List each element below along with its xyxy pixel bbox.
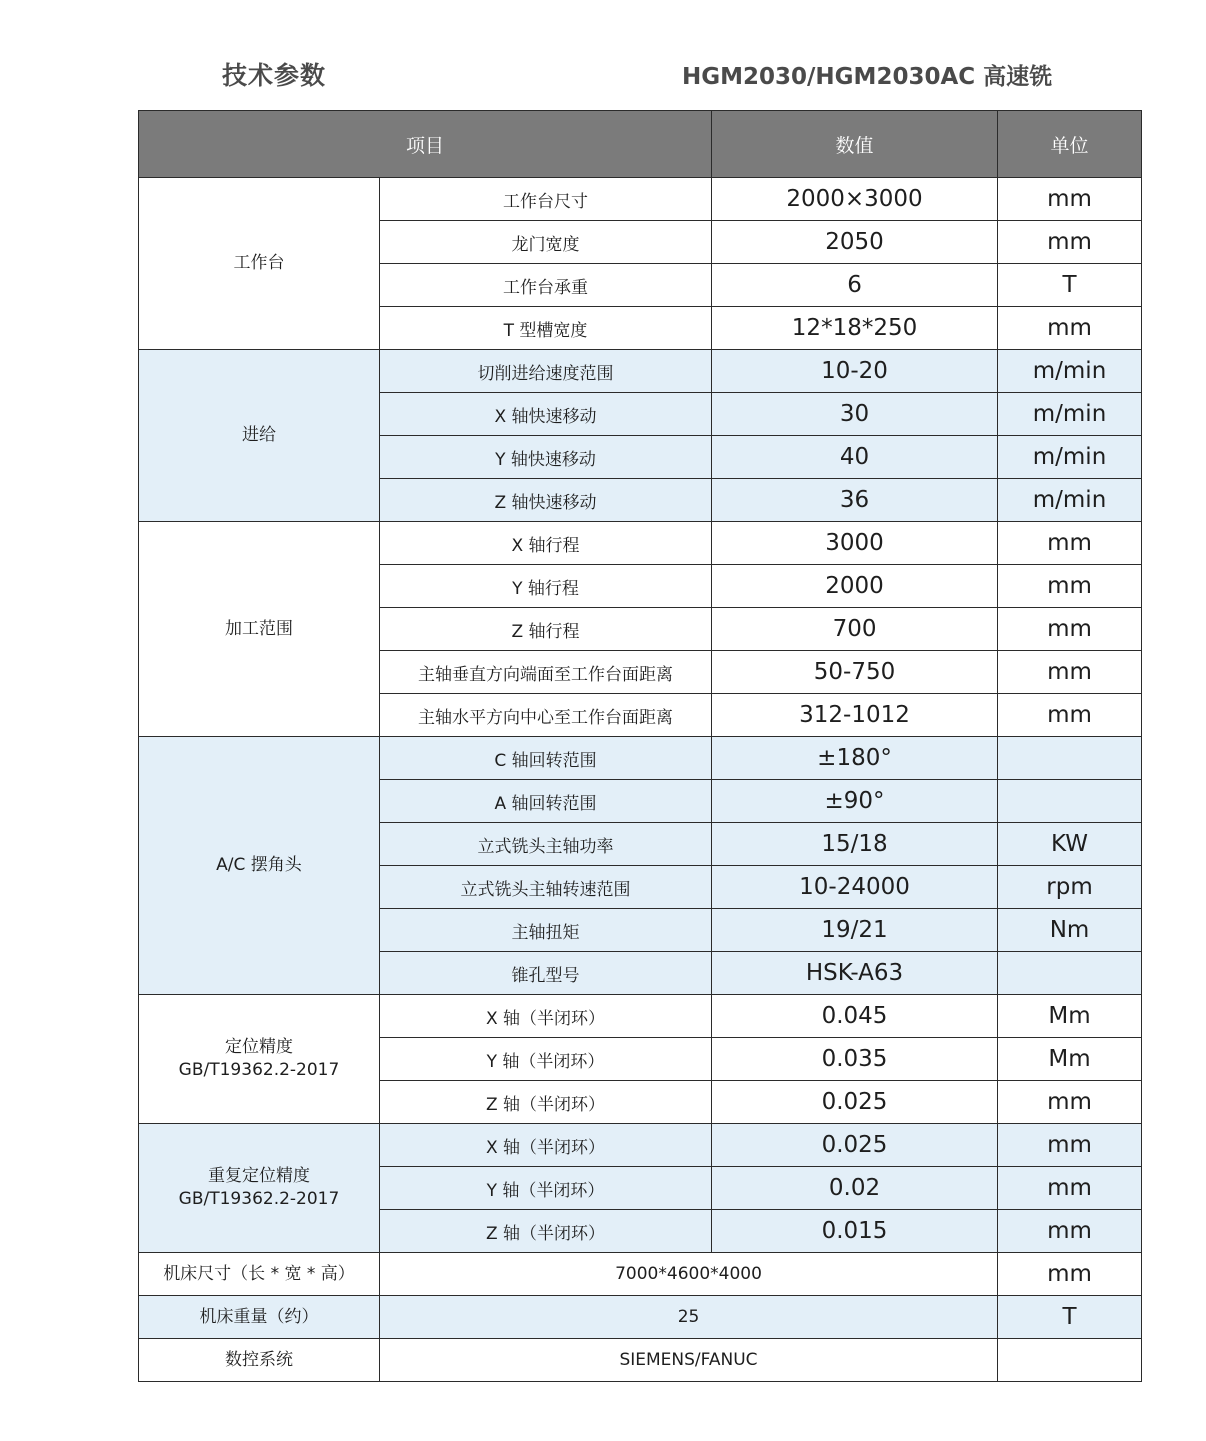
item-cell: 工作台承重 <box>380 264 712 307</box>
unit-cell: mm <box>998 1210 1142 1253</box>
header-value: 数值 <box>712 111 998 178</box>
value-cell: 50-750 <box>712 651 998 694</box>
machine-weight-value: 25 <box>380 1296 998 1339</box>
group-label: A/C 摆角头 <box>139 737 380 995</box>
value-cell: 10-20 <box>712 350 998 393</box>
value-cell: 2050 <box>712 221 998 264</box>
unit-cell: mm <box>998 694 1142 737</box>
header-item: 项目 <box>139 111 712 178</box>
unit-cell: mm <box>998 1253 1142 1296</box>
unit-cell: Nm <box>998 909 1142 952</box>
page-title: 技术参数 <box>222 61 327 90</box>
unit-cell: KW <box>998 823 1142 866</box>
unit-cell: mm <box>998 565 1142 608</box>
unit-cell: mm <box>998 608 1142 651</box>
item-cell: 工作台尺寸 <box>380 178 712 221</box>
unit-cell: m/min <box>998 393 1142 436</box>
item-cell: Z 轴（半闭环） <box>380 1081 712 1124</box>
item-cell: X 轴（半闭环） <box>380 995 712 1038</box>
value-cell: 12*18*250 <box>712 307 998 350</box>
value-cell: 40 <box>712 436 998 479</box>
item-cell: X 轴快速移动 <box>380 393 712 436</box>
cnc-system-value: SIEMENS/FANUC <box>380 1339 998 1382</box>
unit-cell: mm <box>998 522 1142 565</box>
value-cell: 0.025 <box>712 1081 998 1124</box>
unit-cell: mm <box>998 178 1142 221</box>
item-cell: Y 轴（半闭环） <box>380 1167 712 1210</box>
item-cell: Z 轴（半闭环） <box>380 1210 712 1253</box>
item-cell: Y 轴行程 <box>380 565 712 608</box>
item-cell: Z 轴行程 <box>380 608 712 651</box>
item-cell: 主轴垂直方向端面至工作台面距离 <box>380 651 712 694</box>
item-cell: X 轴行程 <box>380 522 712 565</box>
unit-cell: Mm <box>998 1038 1142 1081</box>
group-label: 加工范围 <box>139 522 380 737</box>
value-cell: 10-24000 <box>712 866 998 909</box>
unit-cell <box>998 780 1142 823</box>
item-cell: Y 轴快速移动 <box>380 436 712 479</box>
header-unit: 单位 <box>998 111 1142 178</box>
value-cell: 19/21 <box>712 909 998 952</box>
table-row <box>139 522 1142 565</box>
unit-cell: Mm <box>998 995 1142 1038</box>
item-cell: 锥孔型号 <box>380 952 712 995</box>
unit-cell <box>998 737 1142 780</box>
unit-cell <box>998 952 1142 995</box>
group-label: 进给 <box>139 350 380 522</box>
item-cell: 龙门宽度 <box>380 221 712 264</box>
value-cell: 312-1012 <box>712 694 998 737</box>
value-cell: 0.015 <box>712 1210 998 1253</box>
item-cell: 切削进给速度范围 <box>380 350 712 393</box>
table-row <box>139 350 1142 393</box>
unit-cell: mm <box>998 1124 1142 1167</box>
table-row <box>139 1253 1142 1296</box>
spec-table <box>138 110 1142 1382</box>
cnc-system-label: 数控系统 <box>139 1339 380 1382</box>
unit-cell: m/min <box>998 479 1142 522</box>
unit-cell: mm <box>998 651 1142 694</box>
model-title: HGM2030/HGM2030AC 高速铣 <box>682 64 1053 90</box>
item-cell: Z 轴快速移动 <box>380 479 712 522</box>
table-row <box>139 1339 1142 1382</box>
unit-cell: m/min <box>998 350 1142 393</box>
value-cell: 2000 <box>712 565 998 608</box>
group-label: 定位精度 GB/T19362.2-2017 <box>139 995 380 1124</box>
table-row <box>139 1124 1142 1167</box>
table-header-row <box>139 111 1142 178</box>
value-cell: HSK-A63 <box>712 952 998 995</box>
value-cell: ±90° <box>712 780 998 823</box>
value-cell: 0.025 <box>712 1124 998 1167</box>
unit-cell: mm <box>998 221 1142 264</box>
item-cell: A 轴回转范围 <box>380 780 712 823</box>
item-cell: T 型槽宽度 <box>380 307 712 350</box>
unit-cell: mm <box>998 307 1142 350</box>
value-cell: 3000 <box>712 522 998 565</box>
value-cell: 6 <box>712 264 998 307</box>
group-label: 重复定位精度 GB/T19362.2-2017 <box>139 1124 380 1253</box>
item-cell: 主轴扭矩 <box>380 909 712 952</box>
table-row <box>139 1296 1142 1339</box>
unit-cell: mm <box>998 1167 1142 1210</box>
machine-size-value: 7000*4600*4000 <box>380 1253 998 1296</box>
item-cell: 立式铣头主轴转速范围 <box>380 866 712 909</box>
value-cell: 36 <box>712 479 998 522</box>
value-cell: 0.045 <box>712 995 998 1038</box>
table-row <box>139 737 1142 780</box>
value-cell: ±180° <box>712 737 998 780</box>
table-row <box>139 178 1142 221</box>
unit-cell: mm <box>998 1081 1142 1124</box>
value-cell: 0.02 <box>712 1167 998 1210</box>
group-label: 工作台 <box>139 178 380 350</box>
unit-cell: m/min <box>998 436 1142 479</box>
item-cell: X 轴（半闭环） <box>380 1124 712 1167</box>
item-cell: C 轴回转范围 <box>380 737 712 780</box>
value-cell: 0.035 <box>712 1038 998 1081</box>
unit-cell: T <box>998 264 1142 307</box>
machine-weight-label: 机床重量（约） <box>139 1296 380 1339</box>
value-cell: 15/18 <box>712 823 998 866</box>
item-cell: 主轴水平方向中心至工作台面距离 <box>380 694 712 737</box>
machine-size-label: 机床尺寸（长 * 宽 * 高） <box>139 1253 380 1296</box>
item-cell: Y 轴（半闭环） <box>380 1038 712 1081</box>
value-cell: 700 <box>712 608 998 651</box>
unit-cell: T <box>998 1296 1142 1339</box>
unit-cell <box>998 1339 1142 1382</box>
table-row <box>139 995 1142 1038</box>
value-cell: 30 <box>712 393 998 436</box>
value-cell: 2000×3000 <box>712 178 998 221</box>
unit-cell: rpm <box>998 866 1142 909</box>
item-cell: 立式铣头主轴功率 <box>380 823 712 866</box>
